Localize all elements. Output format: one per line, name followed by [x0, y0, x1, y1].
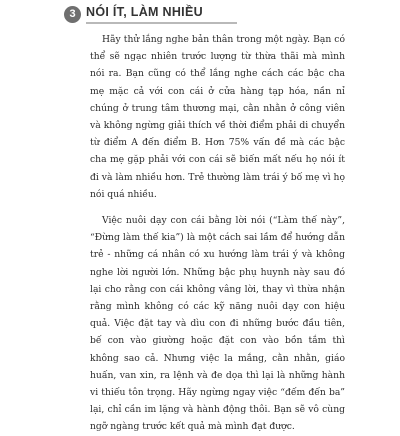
- section-number-badge: 3: [64, 6, 81, 23]
- paragraph: Hãy thử lắng nghe bản thân trong một ngày. Bạn có thể sẽ ngạc nhiên trước lượng từ thừa thãi mà mình nói ra. Bạn cũng có thể lắng nghe cách các bậc cha mẹ mặc cả với con cái ở cửa hàng tạp hóa, nần nỉ chúng ở trung tâm thương mại, cằn nhằn ở công viên và không ngừng giải thích về thời điểm phải di chuyển từ điểm A đến điểm B. Hơn 75% vấn đề mà các bậc cha mẹ gặp phải với con cái sẽ biến mất nếu họ nói ít đi và làm nhiều hơn. Trẻ thường làm trái ý bố mẹ vì họ nói quá nhiều.: [90, 34, 345, 200]
- paragraph: Việc nuôi dạy con cái bằng lời nói (“Làm thế này”, “Đừng làm thế kia”) là một cách sai lầm để hướng dẫn trẻ - những cá nhân có xu hướng làm trái ý và không nghe lời người lớn. Những bậc phụ huynh này sau đó lại cho rằng con cái không vâng lời, thay vì thừa nhận rằng mình không có các kỹ năng nuôi dạy con hiệu quả. Việc đặt tay và dìu con đi những bước đầu tiên, bế con vào giường hoặc đặt con vào bồn tắm thì không sao cả. Nhưng việc la mắng, cằn nhằn, giáo huấn, van xin, ra lệnh và đe dọa thì lại là những hành vi thiếu tôn trọng. Hãy ngừng ngay việc “đếm đến ba” lại, chỉ cần im lặng và hành động thôi. Bạn sẽ vô cùng ngỡ ngàng trước kết quả mà mình đạt được.: [90, 215, 345, 433]
- section-header: [64, 3, 237, 25]
- body-text: [90, 31, 345, 436]
- section-title: NÓI ÍT, LÀM NHIỀU: [86, 5, 237, 24]
